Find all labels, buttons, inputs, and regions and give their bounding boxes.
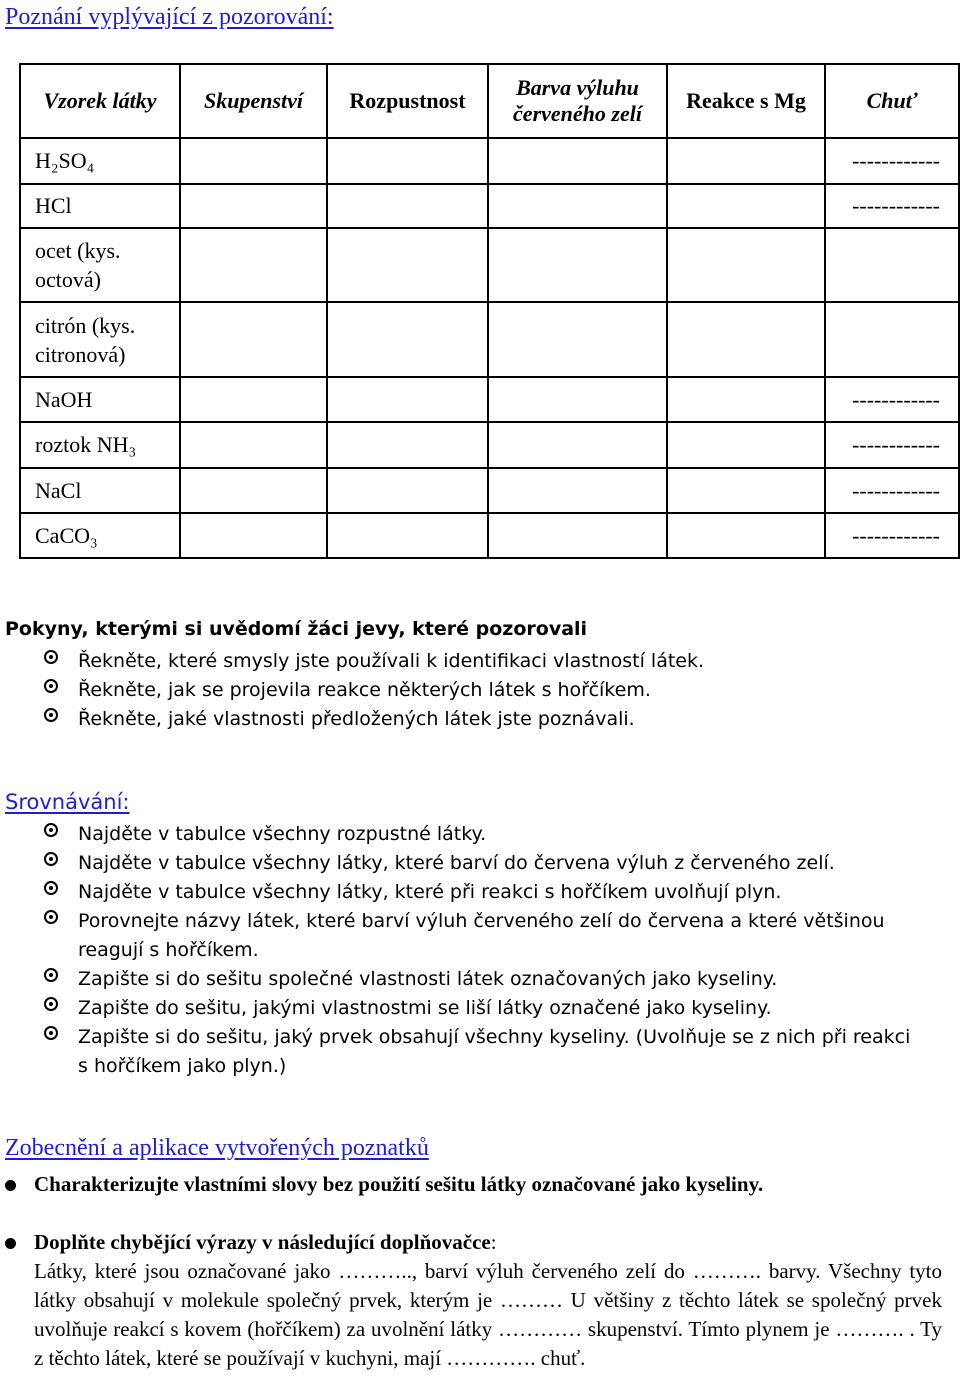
taste-cell: ------------ <box>825 377 959 422</box>
taste-cell: ------------ <box>825 138 959 184</box>
taste-cell <box>825 302 959 377</box>
target-bullet-icon <box>44 968 58 982</box>
table-row <box>20 184 959 228</box>
sample-name: roztok NH₃ <box>20 422 180 468</box>
target-bullet-icon <box>44 881 58 895</box>
list-item: Najděte v tabulce všechny látky, které barví do červena výluh z červeného zelí. <box>44 849 924 878</box>
comparison-list <box>44 820 924 1081</box>
sample-name: ocet (kys. octová) <box>20 228 180 302</box>
table-row <box>20 377 959 422</box>
header-solubility: Rozpustnost <box>327 64 488 138</box>
list-item: Zapište si do sešitu, jaký prvek obsahují všechny kyseliny. (Uvolňuje se z nich při reakci s hořčíkem jako plyn.) <box>44 1023 924 1081</box>
table-row <box>20 302 959 377</box>
bullet-icon <box>5 1238 16 1249</box>
sample-name: NaCl <box>20 468 180 513</box>
list-item: Porovnejte názvy látek, které barví výluh červeného zelí do červena a které většinou reagují s hořčíkem. <box>44 907 924 965</box>
taste-cell: ------------ <box>825 184 959 228</box>
list-item: Najděte v tabulce všechny rozpustné látky. <box>44 820 924 849</box>
header-cabbage-color: Barva výluhu červeného zelí <box>488 64 667 138</box>
task-characterize: Charakterizujte vlastními slovy bez použití sešitu látky označované jako kyseliny. <box>34 1172 764 1196</box>
bullet-icon <box>5 1180 16 1191</box>
taste-cell <box>825 228 959 302</box>
sample-name: NaOH <box>20 377 180 422</box>
target-bullet-icon <box>44 679 58 693</box>
list-item: Zapište do sešitu, jakými vlastnostmi se liší látky označené jako kyseliny. <box>44 994 924 1023</box>
cloze-text: Látky, které jsou označované jako ……….., barví výluh červeného zelí do ………. barvy. Všechny tyto látky obsahují v molekule společný prvek, kterým je ……… U většiny z těchto látek se společný prvek uvolňuje reakcí s kovem (hořčíkem) za uvolnění látky ………… skupenství. Tímto plynem je ………. . Ty z těchto látek, které se používají v kuchyni, mají …………. chuť. <box>34 1259 942 1370</box>
target-bullet-icon <box>44 1026 58 1040</box>
instructions-title: Pokyny, kterými si uvědomí žáci jevy, které pozorovali <box>5 618 588 640</box>
target-bullet-icon <box>44 997 58 1011</box>
observation-table <box>19 63 960 559</box>
target-bullet-icon <box>44 823 58 837</box>
table-row <box>20 468 959 513</box>
list-item: Řekněte, jaké vlastnosti předložených látek jste poznávali. <box>44 705 704 734</box>
task-fill-in: Doplňte chybějící výrazy v následující doplňovačce: <box>34 1230 497 1254</box>
sample-name: citrón (kys. citronová) <box>20 302 180 377</box>
sample-name: HCl <box>20 184 180 228</box>
target-bullet-icon <box>44 650 58 664</box>
target-bullet-icon <box>44 910 58 924</box>
heading-observations: Poznání vyplývající z pozorování: <box>5 4 334 30</box>
taste-cell: ------------ <box>825 513 959 558</box>
table-row <box>20 228 959 302</box>
header-taste: Chuť <box>825 64 959 138</box>
sample-name: CaCO₃ <box>20 513 180 558</box>
header-sample: Vzorek látky <box>20 64 180 138</box>
header-state: Skupenství <box>180 64 327 138</box>
header-mg-reaction: Reakce s Mg <box>667 64 825 138</box>
table-row <box>20 513 959 558</box>
sample-name: H₂SO₄ <box>20 138 180 184</box>
table-row <box>20 422 959 468</box>
taste-cell: ------------ <box>825 468 959 513</box>
instructions-list <box>44 647 704 734</box>
list-item: Řekněte, jak se projevila reakce některých látek s hořčíkem. <box>44 676 704 705</box>
target-bullet-icon <box>44 708 58 722</box>
target-bullet-icon <box>44 852 58 866</box>
taste-cell: ------------ <box>825 422 959 468</box>
table-row <box>20 138 959 184</box>
heading-generalization: Zobecnění a aplikace vytvořených poznatků <box>5 1135 429 1161</box>
list-item: Řekněte, které smysly jste používali k identifikaci vlastností látek. <box>44 647 704 676</box>
list-item: Najděte v tabulce všechny látky, které při reakci s hořčíkem uvolňují plyn. <box>44 878 924 907</box>
list-item: Zapište si do sešitu společné vlastnosti látek označovaných jako kyseliny. <box>44 965 924 994</box>
heading-comparison: Srovnávání: <box>5 790 130 814</box>
